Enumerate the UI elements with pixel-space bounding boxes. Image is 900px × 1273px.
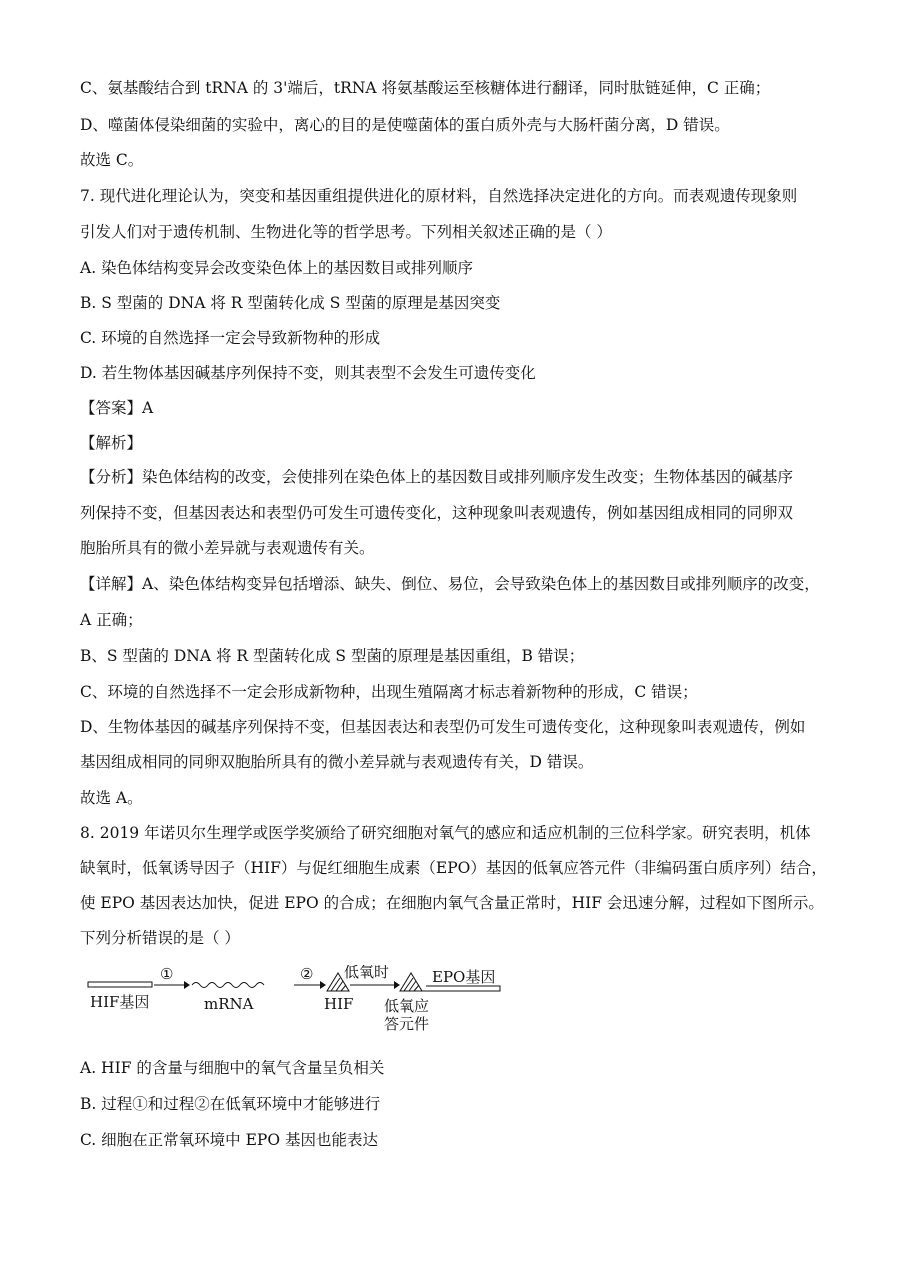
text-line: 故选 C。 (80, 151, 144, 169)
question-8-stem: 使 EPO 基因表达加快，促进 EPO 的合成；在细胞内氧气含量正常时，HIF 会迅速分解，过程如下图所示。 (80, 894, 824, 912)
low-oxygen-label: 低氧时 (344, 965, 390, 981)
detail-text: D、生物体基因的碱基序列保持不变，但基因表达和表型仍可发生可遗传变化，这种现象叫表观遗传，例如 (80, 718, 806, 736)
question-7-stem: 引发人们对于遗传机制、生物进化等的哲学思考。下列相关叙述正确的是（ ） (80, 223, 612, 241)
response-element-label: 低氧应 (384, 997, 430, 1015)
response-element-label: 答元件 (384, 1015, 430, 1033)
hif-gene-bar (88, 982, 152, 987)
detail-text: A 正确； (80, 611, 143, 629)
option-c: C. 环境的自然选择一定会导致新物种的形成 (80, 329, 381, 347)
hif-gene-label: HIF基因 (90, 993, 150, 1011)
text-line: C、氨基酸结合到 tRNA 的 3'端后，tRNA 将氨基酸运至核糖体进行翻译，同时肽链延伸，C 正确； (80, 79, 771, 97)
question-8-stem: 8. 2019 年诺贝尔生理学或医学奖颁给了研究细胞对氧气的感应和适应机制的三位科学家。研究表明，机体 (80, 824, 811, 842)
question-8-stem: 缺氧时，低氧诱导因子（HIF）与促红细胞生成素（EPO）基因的低氧应答元件（非编码蛋白质序列）结合， (80, 859, 827, 877)
hif-label: HIF (324, 995, 354, 1013)
detail-text: 【详解】A、染色体结构变异包括增添、缺失、倒位、易位，会导致染色体上的基因数目或排列顺序的改变， (80, 575, 820, 593)
detail-text: C、环境的自然选择不一定会形成新物种，出现生殖隔离才标志着新物种的形成，C 错误； (80, 683, 698, 701)
q8-option-c: C. 细胞在正常氧环境中 EPO 基因也能表达 (80, 1131, 378, 1149)
q8-option-b: B. 过程①和过程②在低氧环境中才能够进行 (80, 1095, 381, 1113)
mrna-label: mRNA (204, 995, 254, 1013)
mrna-wave (192, 983, 264, 988)
conclusion-text: 故选 A。 (80, 789, 143, 807)
analysis-text: 【分析】染色体结构的改变，会使排列在染色体上的基因数目或排列顺序发生改变；生物体基因的碱基序 (80, 468, 794, 486)
hif-epo-diagram (80, 965, 540, 1045)
q8-option-a: A. HIF 的含量与细胞中的氧气含量呈负相关 (80, 1059, 385, 1077)
option-b: B. S 型菌的 DNA 将 R 型菌转化成 S 型菌的原理是基因突变 (80, 294, 501, 312)
step-1-label: ① (160, 965, 174, 983)
epo-gene-label: EPO基因 (432, 968, 496, 986)
text-line: D、噬菌体侵染细菌的实验中，离心的目的是使噬菌体的蛋白质外壳与大肠杆菌分离，D 错误。 (80, 116, 730, 134)
detail-text: 基因组成相同的同卵双胞胎所具有的微小差异就与表观遗传有关，D 错误。 (80, 753, 594, 771)
analysis-label: 【解析】 (80, 434, 143, 452)
analysis-text: 列保持不变，但基因表达和表型仍可发生可遗传变化，这种现象叫表观遗传，例如基因组成相同的同卵双 (80, 504, 794, 522)
analysis-text: 胞胎所具有的微小差异就与表观遗传有关。 (80, 539, 375, 557)
option-a: A. 染色体结构变异会改变染色体上的基因数目或排列顺序 (80, 259, 474, 277)
detail-text: B、S 型菌的 DNA 将 R 型菌转化成 S 型菌的原理是基因重组，B 错误； (80, 647, 585, 665)
answer-label: 【答案】A (80, 399, 154, 417)
question-8-stem: 下列分析错误的是（ ） (80, 929, 240, 947)
question-7-stem: 7. 现代进化理论认为，突变和基因重组提供进化的原材料，自然选择决定进化的方向。而表观遗传现象则 (80, 187, 798, 205)
option-d: D. 若生物体基因碱基序列保持不变，则其表型不会发生可遗传变化 (80, 364, 536, 382)
step-2-label: ② (300, 965, 314, 983)
